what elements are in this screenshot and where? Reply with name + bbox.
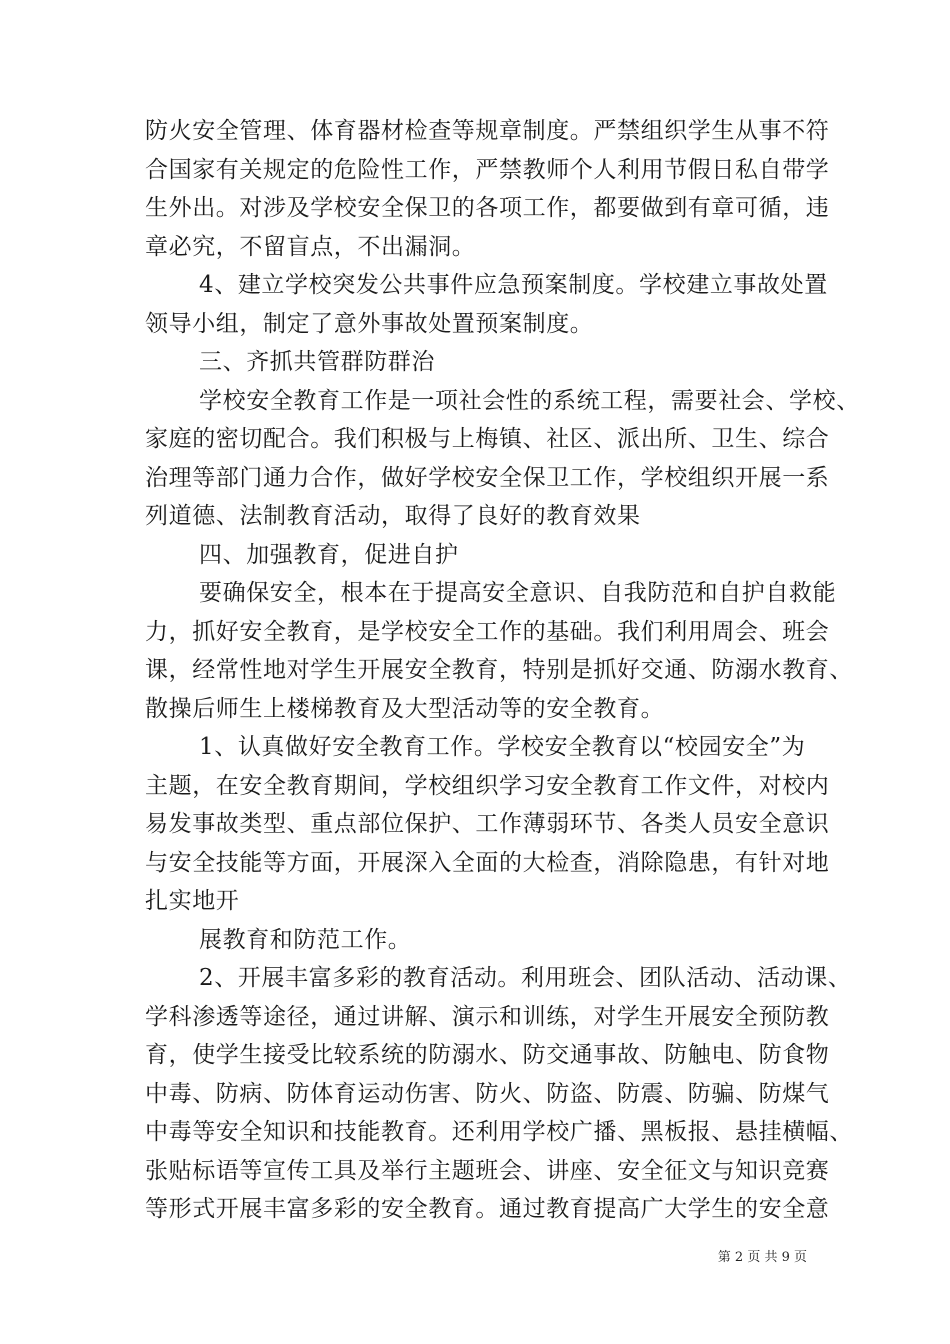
- text-line: 中毒、防病、防体育运动伤害、防火、防盗、防震、防骗、防煤气: [145, 1080, 830, 1107]
- text-line: 张贴标语等宣传工具及举行主题班会、讲座、安全征文与知识竞赛: [145, 1157, 830, 1184]
- text-line: 主题，在安全教育期间，学校组织学习安全教育工作文件，对校内: [145, 772, 830, 799]
- text-line: 三、齐抓共管群防群治: [199, 349, 435, 375]
- text-line: 四、加强教育，促进自护: [199, 541, 459, 568]
- text-line: 1、认真做好安全教育工作。学校安全教育以“校园安全”为: [199, 734, 806, 760]
- text-line: 力，抓好安全教育，是学校安全工作的基础。我们利用周会、班会: [145, 618, 830, 645]
- text-line: 章必究，不留盲点，不出漏洞。: [145, 233, 476, 260]
- text-line: 家庭的密切配合。我们积极与上梅镇、社区、派出所、卫生、综合: [145, 426, 830, 452]
- text-line: 散操后师生上楼梯教育及大型活动等的安全教育。: [145, 695, 665, 722]
- text-line: 扎实地开: [145, 888, 240, 914]
- text-line: 易发事故类型、重点部位保护、工作薄弱环节、各类人员安全意识: [145, 811, 830, 837]
- text-line: 学校安全教育工作是一项社会性的系统工程，需要社会、学校、: [199, 387, 860, 414]
- text-line: 等形式开展丰富多彩的安全教育。通过教育提高广大学生的安全意: [145, 1196, 830, 1222]
- text-line: 课，经常性地对学生开展安全教育，特别是抓好交通、防溺水教育、: [145, 657, 853, 683]
- text-line: 4、建立学校突发公共事件应急预案制度。学校建立事故处置: [199, 272, 828, 298]
- text-line: 防火安全管理、体育器材检查等规章制度。严禁组织学生从事不符: [145, 118, 830, 144]
- text-line: 育，使学生接受比较系统的防溺水、防交通事故、防触电、防食物: [145, 1042, 830, 1068]
- text-line: 展教育和防范工作。: [199, 926, 412, 953]
- page-number: 第 2 页 共 9 页: [717, 1250, 807, 1265]
- text-line: 2、开展丰富多彩的教育活动。利用班会、团队活动、活动课、: [199, 965, 852, 991]
- body-text: [145, 112, 860, 1229]
- text-line: 治理等部门通力合作，做好学校安全保卫工作，学校组织开展一系: [145, 464, 830, 491]
- text-line: 列道德、法制教育活动，取得了良好的教育效果: [145, 503, 641, 529]
- text-line: 学科渗透等途径，通过讲解、演示和训练，对学生开展安全预防教: [145, 1003, 830, 1030]
- text-line: 中毒等安全知识和技能教育。还利用学校广播、黑板报、悬挂横幅、: [145, 1119, 853, 1145]
- text-line: 要确保安全，根本在于提高安全意识、自我防范和自护自救能: [199, 580, 837, 606]
- text-line: 合国家有关规定的危险性工作，严禁教师个人利用节假日私自带学: [145, 156, 830, 183]
- text-line: 生外出。对涉及学校安全保卫的各项工作，都要做到有章可循，违: [145, 195, 830, 221]
- text-line: 领导小组，制定了意外事故处置预案制度。: [145, 310, 594, 337]
- text-line: 与安全技能等方面，开展深入全面的大检查，消除隐患，有针对地: [145, 849, 830, 876]
